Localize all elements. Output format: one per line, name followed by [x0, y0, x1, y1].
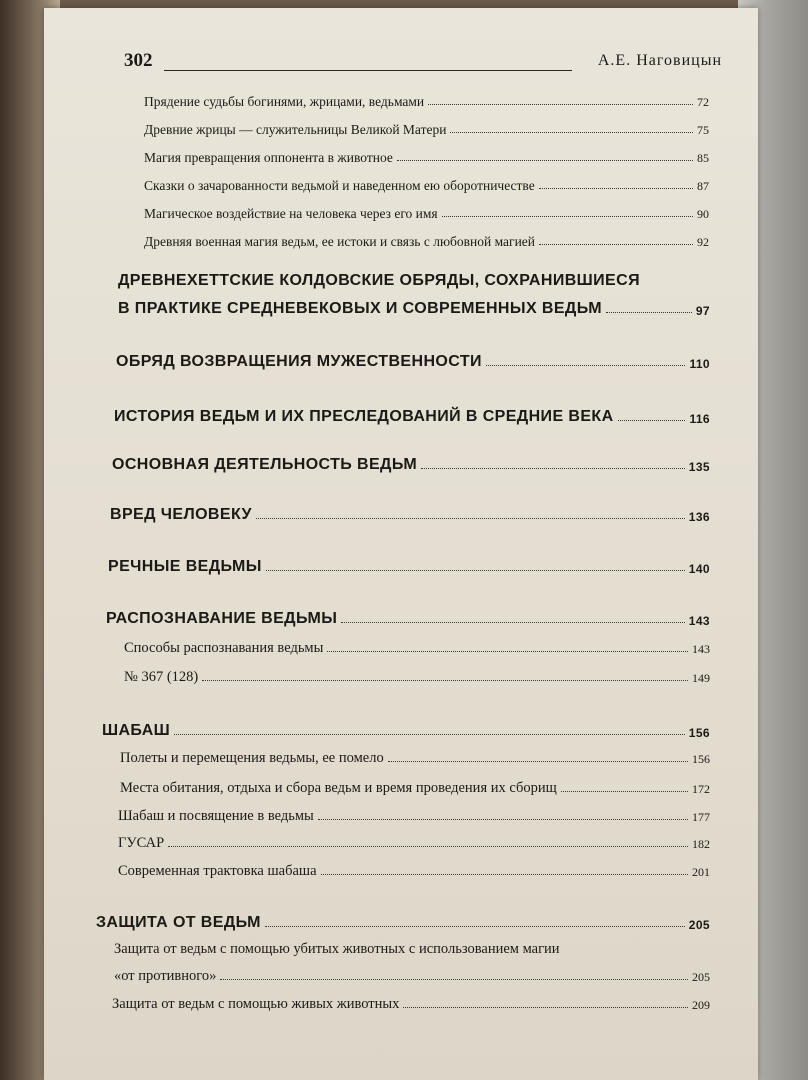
- leader-dots: [202, 680, 688, 681]
- toc-section-title: ВРЕД ЧЕЛОВЕКУ: [110, 506, 252, 523]
- table-of-contents: [44, 8, 758, 1080]
- toc-section-title: РАСПОЗНАВАНИЕ ВЕДЬМЫ: [106, 610, 338, 627]
- toc-section: [106, 610, 710, 628]
- toc-section: [108, 558, 710, 576]
- toc-section-page: 135: [688, 460, 710, 474]
- toc-section: [118, 300, 710, 318]
- toc-entry: [114, 968, 710, 985]
- toc-entry-title: Полеты и перемещения ведьмы, ее помело: [120, 750, 384, 766]
- toc-entry: [124, 640, 710, 657]
- toc-entry-page: 75: [697, 123, 709, 137]
- toc-entry-title: Сказки о зачарованности ведьмой и наведенном ею оборотничестве: [144, 178, 535, 193]
- toc-section-title: РЕЧНЫЕ ВЕДЬМЫ: [108, 558, 262, 575]
- toc-entry-page: 85: [697, 151, 709, 165]
- toc-entry-page: 87: [697, 179, 709, 193]
- toc-section: [102, 722, 710, 740]
- toc-entry: [118, 863, 710, 880]
- leader-dots: [397, 160, 693, 161]
- leader-dots: [539, 188, 693, 189]
- toc-entry-page: 209: [692, 998, 710, 1012]
- toc-section-title-line1: ДРЕВНЕХЕТТСКИЕ КОЛДОВСКИЕ ОБРЯДЫ, СОХРАНИВШИЕСЯ: [118, 272, 640, 289]
- toc-entry: [120, 750, 710, 767]
- toc-entry-page: 72: [697, 95, 709, 109]
- toc-entry-page: 92: [697, 235, 709, 249]
- toc-entry: [112, 996, 710, 1013]
- toc-section-title: ОБРЯД ВОЗВРАЩЕНИЯ МУЖЕСТВЕННОСТИ: [116, 353, 482, 370]
- toc-entry-title: № 367 (128): [124, 669, 199, 685]
- leader-dots: [403, 1007, 688, 1008]
- toc-section-page: 156: [688, 726, 710, 740]
- leader-dots: [318, 819, 688, 820]
- toc-entry: [144, 234, 709, 250]
- toc-entry-page: 205: [692, 970, 710, 984]
- toc-entry-page: 182: [692, 837, 710, 851]
- toc-entry-title: Способы распознавания ведьмы: [124, 640, 324, 656]
- toc-entry-page: 149: [692, 671, 710, 685]
- toc-section: [110, 506, 710, 524]
- toc-entry-title: Магия превращения оппонента в животное: [144, 150, 393, 165]
- toc-section-title: ШАБАШ: [102, 722, 171, 739]
- toc-entry-page: 156: [692, 752, 710, 766]
- toc-entry-page: 177: [692, 810, 710, 824]
- toc-entry: [144, 94, 709, 110]
- toc-entry: [144, 150, 709, 166]
- toc-entry-page: 201: [692, 865, 710, 879]
- toc-entry: [118, 808, 710, 825]
- toc-entry-title: Прядение судьбы богинями, жрицами, ведьмами: [144, 94, 425, 109]
- toc-section-page: 136: [688, 510, 710, 524]
- leader-dots: [428, 104, 693, 105]
- toc-section-page: 205: [688, 918, 710, 932]
- toc-entry-title: ГУСАР: [118, 835, 165, 851]
- leader-dots: [450, 132, 693, 133]
- toc-section-page: 110: [689, 357, 710, 371]
- toc-section: [112, 456, 710, 474]
- toc-section: [114, 408, 710, 426]
- leader-dots: [539, 244, 693, 245]
- toc-entry-title: Современная трактовка шабаша: [118, 863, 317, 879]
- toc-section-page: 97: [695, 304, 710, 318]
- leader-dots: [442, 216, 693, 217]
- running-head-author: А.Е. Наговицын: [597, 52, 722, 69]
- toc-section-title: ОСНОВНАЯ ДЕЯТЕЛЬНОСТЬ ВЕДЬМ: [112, 456, 418, 473]
- toc-entry-title-line2: «от противного»: [114, 968, 217, 984]
- leader-dots: [265, 926, 685, 927]
- leader-dots: [220, 979, 688, 980]
- toc-section-title: ЗАЩИТА ОТ ВЕДЬМ: [96, 914, 261, 931]
- toc-entry-page: 143: [692, 642, 710, 656]
- toc-section: [116, 353, 710, 371]
- toc-section-page: 116: [689, 412, 710, 426]
- leader-dots: [486, 365, 686, 366]
- toc-entry: [118, 835, 710, 852]
- toc-entry: [124, 669, 710, 686]
- leader-dots: [321, 874, 688, 875]
- toc-section: [96, 914, 710, 932]
- leader-dots: [606, 312, 692, 313]
- toc-entry-page: 90: [697, 207, 709, 221]
- toc-entry-title: Древние жрицы — служительницы Великой Матери: [144, 122, 447, 137]
- toc-entry: [144, 178, 709, 194]
- toc-section-page: 143: [688, 614, 710, 628]
- leader-dots: [388, 761, 688, 762]
- toc-entry-page: 172: [692, 782, 710, 796]
- leader-dots: [266, 570, 685, 571]
- toc-entry: [144, 122, 709, 138]
- toc-entry-title-line1: Защита от ведьм с помощью убитых животных с использованием магии: [114, 941, 560, 957]
- toc-entry: [120, 780, 710, 797]
- leader-dots: [168, 846, 688, 847]
- toc-entry-title: Места обитания, отдыха и сбора ведьм и время проведения их сборищ: [120, 780, 557, 796]
- leader-dots: [256, 518, 685, 519]
- leader-dots: [327, 651, 688, 652]
- toc-entry-title: Шабаш и посвящение в ведьмы: [118, 808, 314, 824]
- toc-entry-title: Древняя военная магия ведьм, ее истоки и связь с любовной магией: [144, 234, 536, 249]
- leader-dots: [421, 468, 685, 469]
- leader-dots: [174, 734, 685, 735]
- toc-section-title-line2: В ПРАКТИКЕ СРЕДНЕВЕКОВЫХ И СОВРЕМЕННЫХ ВЕДЬМ: [118, 300, 602, 317]
- leader-dots: [341, 622, 685, 623]
- leader-dots: [618, 420, 686, 421]
- toc-entry-title: Защита от ведьм с помощью живых животных: [112, 996, 400, 1012]
- toc-entry: [144, 206, 709, 222]
- toc-section-page: 140: [688, 562, 710, 576]
- book-page: [44, 8, 758, 1080]
- leader-dots: [561, 791, 688, 792]
- toc-section-title: ИСТОРИЯ ВЕДЬМ И ИХ ПРЕСЛЕДОВАНИЙ В СРЕДНИЕ ВЕКА: [114, 408, 614, 425]
- toc-entry-title: Магическое воздействие на человека через его имя: [144, 206, 438, 221]
- page-number: 302: [124, 50, 153, 71]
